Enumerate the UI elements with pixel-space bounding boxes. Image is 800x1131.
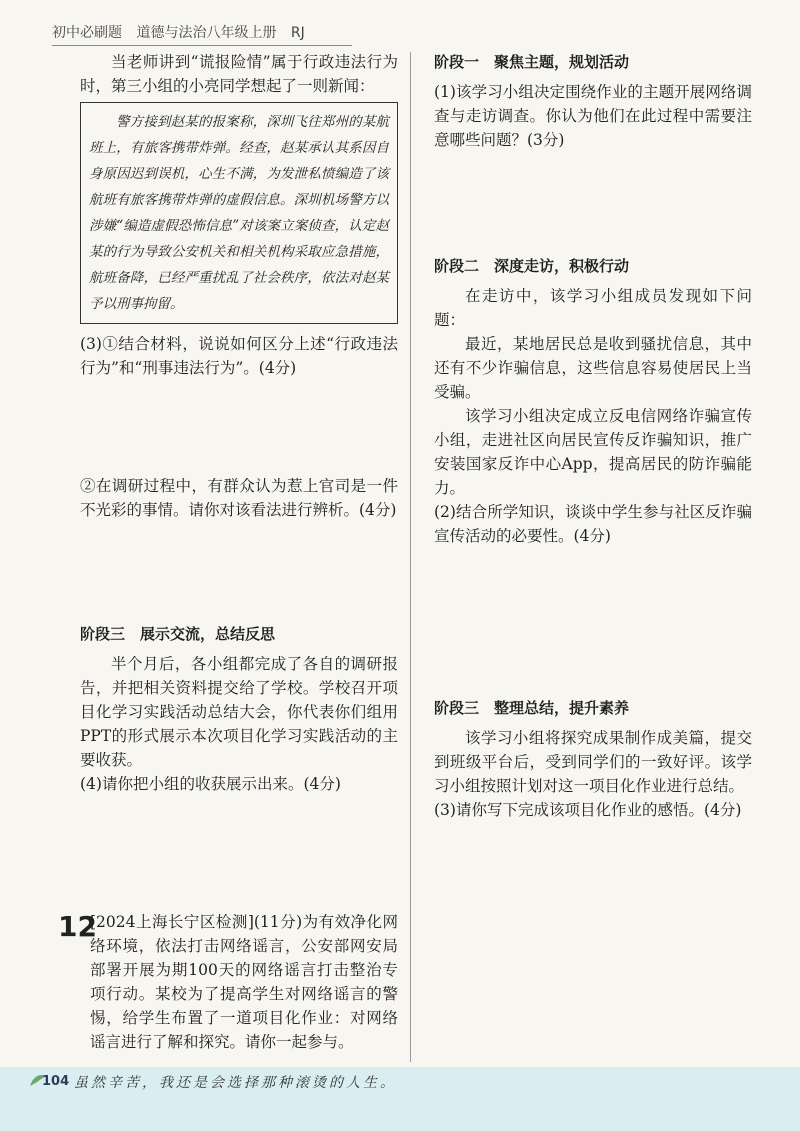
column-divider xyxy=(410,52,411,1062)
stage-3-summary: 该学习小组将探究成果制作成美篇，提交到班级平台后，受到同学们的一致好评。该学习小组按照计划对这一项目化作业进行总结。 xyxy=(434,729,752,795)
news-box xyxy=(80,102,398,324)
intro-text: 当老师讲到“谎报险情”属于行政违法行为时，第三小组的小亮同学想起了一则新闻： xyxy=(80,53,398,95)
stage-2-intro: 在走访中，该学习小组成员发现如下问题： xyxy=(434,287,752,329)
stage-3-text: 半个月后，各小组都完成了各自的调研报告，并把相关资料提交给了学校。学校召开项目化学习实践活动总结大会，你代表你们组用PPT的形式展示本次项目化学习实践活动的主要收获。 xyxy=(80,655,398,769)
subject-title: 道德与法治八年级上册 xyxy=(136,25,277,41)
stage-2-action: 该学习小组决定成立反电信网络诈骗宣传小组，走进社区向居民宣传反诈骗知识，推广安装国家反诈中心App，提高居民的防诈骗能力。 xyxy=(434,407,752,497)
question-12-text: [2024上海长宁区检测](11分)为有效净化网络环境，依法打击网络谣言，公安部网安局部署开展为期100天的网络谣言打击整治专项行动。某校为了提高学生对网络谣言的警惕，给学生布置了一道项目化作业：对网络谣言进行了解和探究。请你一起参与。 xyxy=(90,913,398,1051)
stage-3-title: 阶段三 展示交流，总结反思 xyxy=(80,625,276,643)
answer-space xyxy=(434,152,752,254)
question-1: (1)该学习小组决定围绕作业的主题开展网络调查与走访调查。你认为他们在此过程中需要注意哪些问题？(3分) xyxy=(434,83,752,149)
footer-motto: 虽然辛苦，我还是会选择那种滚烫的人生。 xyxy=(74,1075,397,1091)
stage-1-title: 阶段一 聚焦主题，规划活动 xyxy=(434,53,630,71)
question-3-2: ②在调研过程中，有群众认为惹上官司是一件不光彩的事情。请你对该看法进行辨析。(4分) xyxy=(80,477,398,519)
news-text: 警方接到赵某的报案称，深圳飞往郑州的某航班上，有旅客携带炸弹。经查，赵某承认其系因自身原因迟到误机，心生不满，为发泄私愤编造了该航班有旅客携带炸弹的虚假信息。深圳机场警方以涉嫌“编造虚假恐怖信息”对该案立案侦查，认定赵某的行为导致公安机关和相关机构采取应急措施，航班备降，已经严重扰乱了社会秩序，依法对赵某予以刑事拘留。 xyxy=(89,114,389,312)
right-column xyxy=(434,50,752,822)
running-header xyxy=(52,22,352,46)
stage-2-problem: 最近，某地居民总是收到骚扰信息，其中还有不少诈骗信息，这些信息容易使居民上当受骗。 xyxy=(434,335,752,401)
left-column xyxy=(80,50,398,796)
stage-2-title: 阶段二 深度走访，积极行动 xyxy=(434,257,630,275)
answer-space xyxy=(434,548,752,696)
question-3: (3)请你写下完成该项目化作业的感悟。(4分) xyxy=(434,801,742,819)
edition-label: RJ xyxy=(290,25,305,41)
answer-space xyxy=(80,522,398,622)
question-3-1: (3)①结合材料，说说如何区分上述“行政违法行为”和“刑事违法行为”。(4分) xyxy=(80,335,398,377)
question-4: (4)请你把小组的收获展示出来。(4分) xyxy=(80,775,341,793)
question-number: 12 xyxy=(58,910,97,943)
page-number: 104 xyxy=(42,1074,70,1089)
stage-3-title-right: 阶段三 整理总结，提升素养 xyxy=(434,699,630,717)
question-2: (2)结合所学知识，谈谈中学生参与社区反诈骗宣传活动的必要性。(4分) xyxy=(434,503,752,545)
book-title: 初中必刷题 xyxy=(52,25,122,41)
answer-space xyxy=(80,380,398,474)
question-12-block xyxy=(90,910,398,1054)
